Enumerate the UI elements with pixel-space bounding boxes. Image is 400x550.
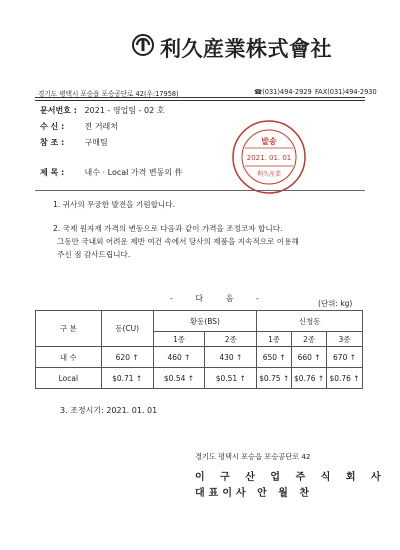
paragraph-2 <box>53 222 373 262</box>
table-cell: $0.51 ↑ <box>205 368 257 389</box>
recipient-label: 수 신 : <box>40 122 65 131</box>
table-cell: 460 ↑ <box>153 347 205 368</box>
recipient-row <box>40 121 118 132</box>
footer-ceo: 대표이사 안 월 찬 <box>195 488 314 499</box>
reference-row <box>40 137 108 148</box>
company-name: 利久産業株式會社 <box>160 36 332 61</box>
table-cell: 660 ↑ <box>292 347 327 368</box>
subject-value: 내수 · Local 가격 변동의 件 <box>84 168 183 177</box>
table-row <box>36 347 363 368</box>
table-header-row <box>36 311 363 332</box>
subheader-cell: 2종 <box>292 332 327 347</box>
header-category: 구 분 <box>36 311 102 347</box>
header-divider-thin <box>35 100 365 101</box>
footer-address: 경기도 평택시 포승읍 포승공단로 42 <box>195 452 311 461</box>
header-divider <box>35 97 365 98</box>
doc-number-value: 2021 - 영업팀 - 02 호 <box>84 106 165 115</box>
footer-company: 이 구 산 업 주 식 회 사 <box>195 472 387 483</box>
table-cell: $0.76 ↑ <box>292 368 327 389</box>
row-label: Local <box>36 368 102 389</box>
subject-label: 제 목 : <box>40 168 65 177</box>
price-table <box>35 310 363 389</box>
stamp-date: 2021. 01. 01 <box>246 154 292 162</box>
header-address: 경기도 평택시 포승읍 포승공단로 42(우:17958) <box>38 90 179 98</box>
table-cell: $0.71 ↑ <box>101 368 153 389</box>
table-cell: $0.54 ↑ <box>153 368 205 389</box>
row-label: 내 수 <box>36 347 102 368</box>
stamp-company: 利久産業 <box>256 171 282 178</box>
doc-number-label: 문서번호 : <box>40 106 77 115</box>
header-fax: FAX(031)494-2930 <box>315 88 377 96</box>
company-logo-icon <box>132 34 154 56</box>
header-cu: 동(CU) <box>101 311 153 347</box>
table-cell: $0.75 ↑ <box>257 368 292 389</box>
unit-label: (단위: kg) <box>318 299 353 308</box>
paragraph-2-line-2: 그동안 국내외 어려운 제반 여건 속에서 당사의 제품을 지속적으로 이용해 <box>57 237 299 247</box>
header-tel: ☎(031)494-2929 <box>254 88 312 96</box>
table-cell: 430 ↑ <box>205 347 257 368</box>
subject-divider <box>35 190 365 191</box>
paragraph-2-line-3: 주신 점 감사드립니다. <box>57 250 131 260</box>
table-cell: 650 ↑ <box>257 347 292 368</box>
paragraph-2-line-1: 2. 국제 원자재 가격의 변동으로 다음과 같이 가격을 조정코자 합니다. <box>53 224 283 233</box>
table-row <box>36 368 363 389</box>
dispatch-stamp <box>230 118 308 196</box>
recipient-value: 전 거래처 <box>84 122 119 131</box>
subheader-cell: 1종 <box>153 332 205 347</box>
header-ns: 신청동 <box>257 311 363 332</box>
stamp-top-text: 발송 <box>261 137 277 146</box>
reference-value: 구매팀 <box>84 138 108 147</box>
adjustment-date: 3. 조정시기: 2021. 01. 01 <box>60 406 158 415</box>
subheader-cell: 2종 <box>205 332 257 347</box>
subheader-cell: 1종 <box>257 332 292 347</box>
header-bs: 황동(BS) <box>153 311 257 332</box>
dahum-heading: - 다 음 - <box>170 294 269 303</box>
doc-number-row <box>40 105 165 116</box>
table-cell: $0.76 ↑ <box>327 368 363 389</box>
reference-label: 참 조 : <box>40 138 65 147</box>
paragraph-1: 1. 귀사의 무궁한 발전을 기원합니다. <box>53 200 176 209</box>
subheader-cell: 3종 <box>327 332 363 347</box>
table-cell: 620 ↑ <box>101 347 153 368</box>
subject-row <box>40 167 183 178</box>
table-cell: 670 ↑ <box>327 347 363 368</box>
